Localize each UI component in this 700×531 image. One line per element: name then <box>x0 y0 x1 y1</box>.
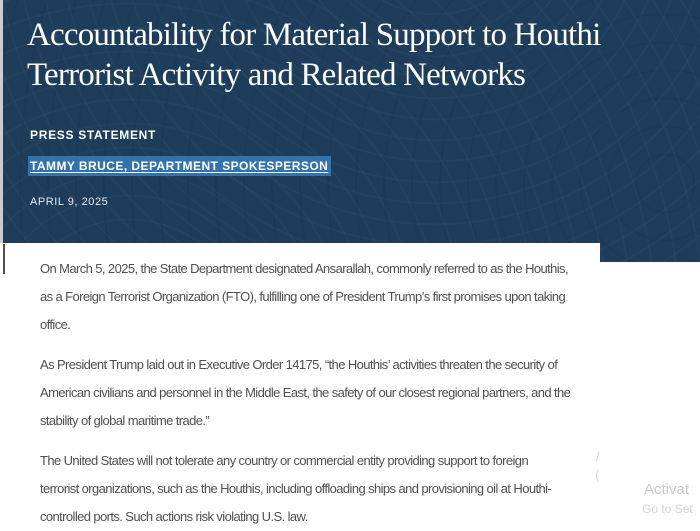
article-hero <box>3 0 700 262</box>
card-corner-mark <box>3 244 5 274</box>
paragraph-line: On March 5, 2025, the State Department designated Ansarallah, commonly referred to as the Houthis, <box>40 261 568 276</box>
faint-artifact: ( <box>595 467 600 482</box>
paragraph-line: office. <box>40 317 71 332</box>
paragraph-line: controlled ports. Such actions risk violating U.S. law. <box>40 509 308 524</box>
paragraph-line: The United States will not tolerate any country or commercial entity providing support to foreign <box>40 453 529 468</box>
spokesperson-link[interactable]: TAMMY BRUCE, DEPARTMENT SPOKESPERSON <box>28 156 331 176</box>
article-date: APRIL 9, 2025 <box>30 196 109 208</box>
paragraph-line: As President Trump laid out in Executive Order 14175, “the Houthis’ activities threaten the security of <box>40 357 558 372</box>
article-title <box>27 15 600 95</box>
paragraph-2 <box>40 351 600 435</box>
article-body <box>0 243 600 526</box>
paragraph-1 <box>40 255 600 339</box>
activate-windows-watermark-line-2: Go to Set <box>642 502 693 516</box>
article-title-line-2: Terrorist Activity and Related Networks <box>27 57 526 93</box>
paragraph-line: terrorist organizations, such as the Houthis, including offloading ships and provisioning oil at Houthi- <box>40 481 552 496</box>
activate-windows-watermark-line-1: Activat <box>644 481 690 498</box>
paragraph-line: American civilians and personnel in the Middle East, the safety of our closest regional partners, and the <box>40 385 571 400</box>
press-statement-label: PRESS STATEMENT <box>30 128 157 142</box>
paragraph-line: as a Foreign Terrorist Organization (FTO), fulfilling one of President Trump’s first promises upon taking <box>40 289 566 304</box>
faint-artifact: / <box>596 449 600 464</box>
paragraph-3 <box>40 447 600 531</box>
paragraph-line: stability of global maritime trade.” <box>40 413 210 428</box>
article-title-line-1: Accountability for Material Support to Houthi <box>27 17 601 53</box>
